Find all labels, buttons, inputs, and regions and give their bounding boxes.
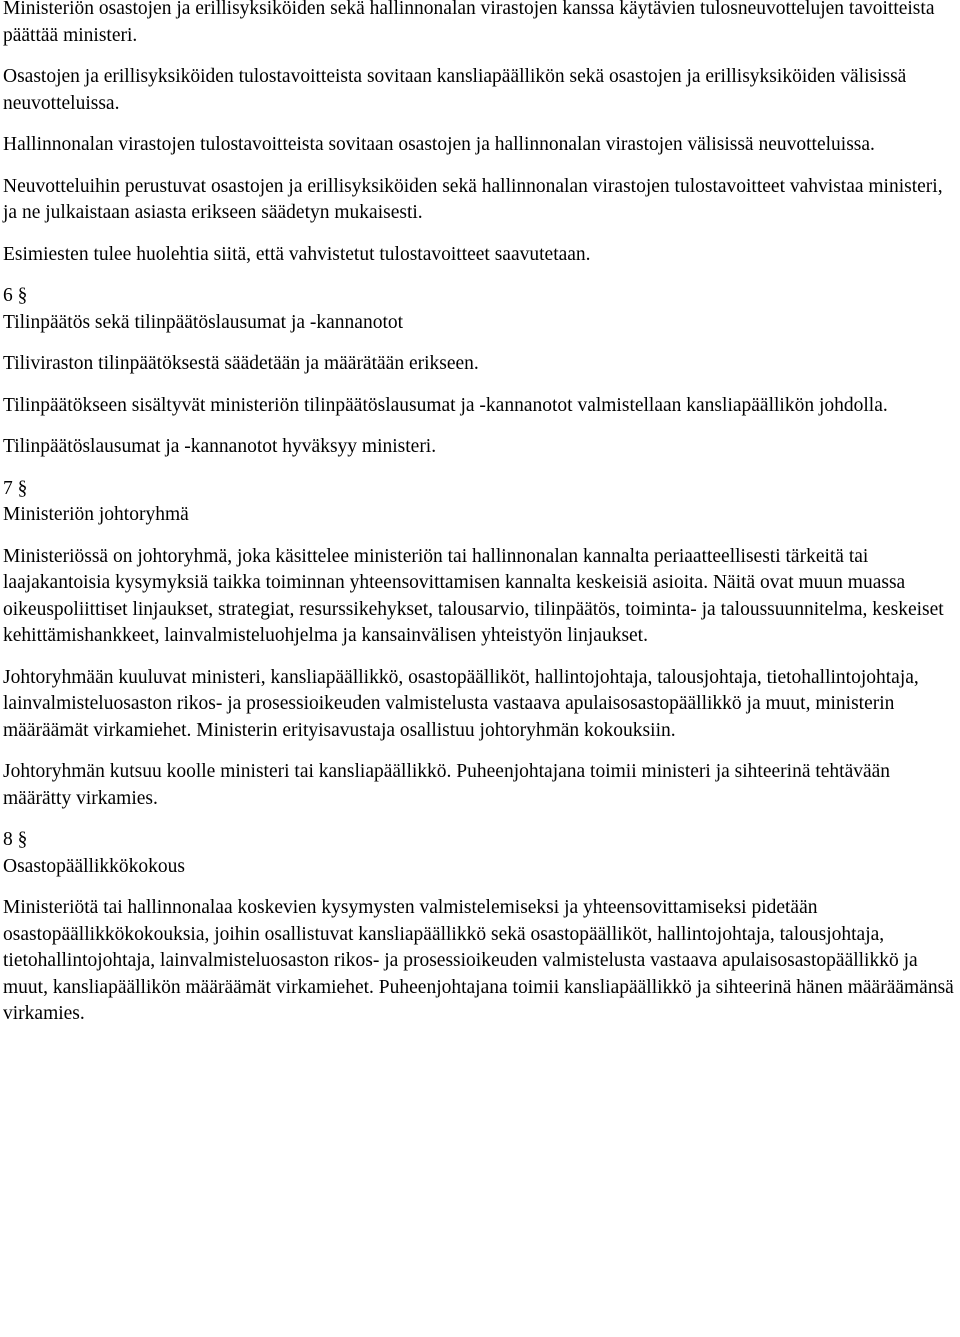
section-7: [3, 476, 958, 813]
document-page: [3, 0, 958, 1043]
paragraph: Esimiesten tulee huolehtia siitä, että vahvistetut tulostavoitteet saavutetaan.: [3, 243, 591, 265]
paragraph: Osastojen ja erillisyksiköiden tulostavoitteista sovitaan kansliapäällikön sekä osastojen ja erillisyksiköiden välisissä neuvotteluissa.: [3, 66, 907, 114]
section-title: Ministeriön johtoryhmä: [3, 504, 189, 525]
paragraph: Johtoryhmään kuuluvat ministeri, kansliapäällikkö, osastopäälliköt, hallintojohtaja, talousjohtaja, tietohallintojohtaja, lainvalmisteluosaston rikos- ja prosessioikeuden valmistelusta vastaava apulaisosastopäällikkö ja muut, ministerin määräämät virkamiehet. Ministerin erityisavustaja osallistuu johtoryhmän kokouksiin.: [3, 666, 919, 741]
section-title: Tilinpäätös sekä tilinpäätöslausumat ja -kannanotot: [3, 311, 404, 333]
paragraph: Tiliviraston tilinpäätöksestä säädetään ja määrätään erikseen.: [3, 353, 479, 374]
paragraph: Neuvotteluihin perustuvat osastojen ja erillisyksiköiden sekä hallinnonalan virastojen tulostavoitteet vahvistaa ministeri, ja ne julkaistaan asiasta erikseen säädetyn mukaisesti.: [3, 175, 943, 223]
paragraph: Ministeriössä on johtoryhmä, joka käsittelee ministeriön tai hallinnonalan kannalta periaatteellisesti tärkeitä tai laajakantoisia kysymyksiä taikka toiminnan yhteensovittamisen kannalta keskeisiä asioita. Näitä ovat muun muassa oikeuspoliittiset linjaukset, strategiat, resurssikehykset, talousarvio, tilinpäätös, toiminta- ja taloussuunnitelma, keskeiset kehittämishankkeet, lainvalmisteluohjelma ja kansainvälisen yhteistyön linjaukset.: [3, 545, 944, 646]
paragraph: Ministeriötä tai hallinnonalaa koskevien kysymysten valmistelemiseksi ja yhteensovittamiseksi pidetään osastopäällikkökokouksia, joihin osallistuvat kansliapäällikkö sekä osastopäälliköt, hallintojohtaja, talousjohtaja, tietohallintojohtaja, lainvalmisteluosaston rikos- ja prosessioikeuden valmistelusta vastaava apulaisosastopäällikkö ja muut, kansliapäällikön määräämät virkamiehet. Puheenjohtajana toimii kansliapäällikkö ja sihteerinä hänen määräämänsä virkamies.: [3, 897, 954, 1024]
section-number: 6 §: [3, 285, 28, 306]
paragraph: Hallinnonalan virastojen tulostavoitteista sovitaan osastojen ja hallinnonalan virastojen välisissä neuvotteluissa.: [3, 134, 875, 155]
section-number: 8 §: [3, 829, 28, 850]
section-8: [3, 827, 958, 1028]
section-6: [3, 283, 958, 461]
paragraph: Tilinpäätöslausumat ja -kannanotot hyväksyy ministeri.: [3, 436, 437, 457]
section-number: 7 §: [3, 477, 28, 499]
paragraph: Tilinpäätökseen sisältyvät ministeriön tilinpäätöslausumat ja -kannanotot valmistellaan kansliapäällikön johdolla.: [3, 394, 888, 416]
paragraph: Ministeriön osastojen ja erillisyksiköiden sekä hallinnonalan virastojen kanssa käytävien tulosneuvottelujen tavoitteista päättää ministeri.: [3, 0, 935, 46]
section-title: Osastopäällikkökokous: [3, 855, 185, 877]
paragraph: Johtoryhmän kutsuu koolle ministeri tai kansliapäällikkö. Puheenjohtajana toimii ministeri ja sihteerinä tehtävään määrätty virkamies.: [3, 761, 891, 809]
